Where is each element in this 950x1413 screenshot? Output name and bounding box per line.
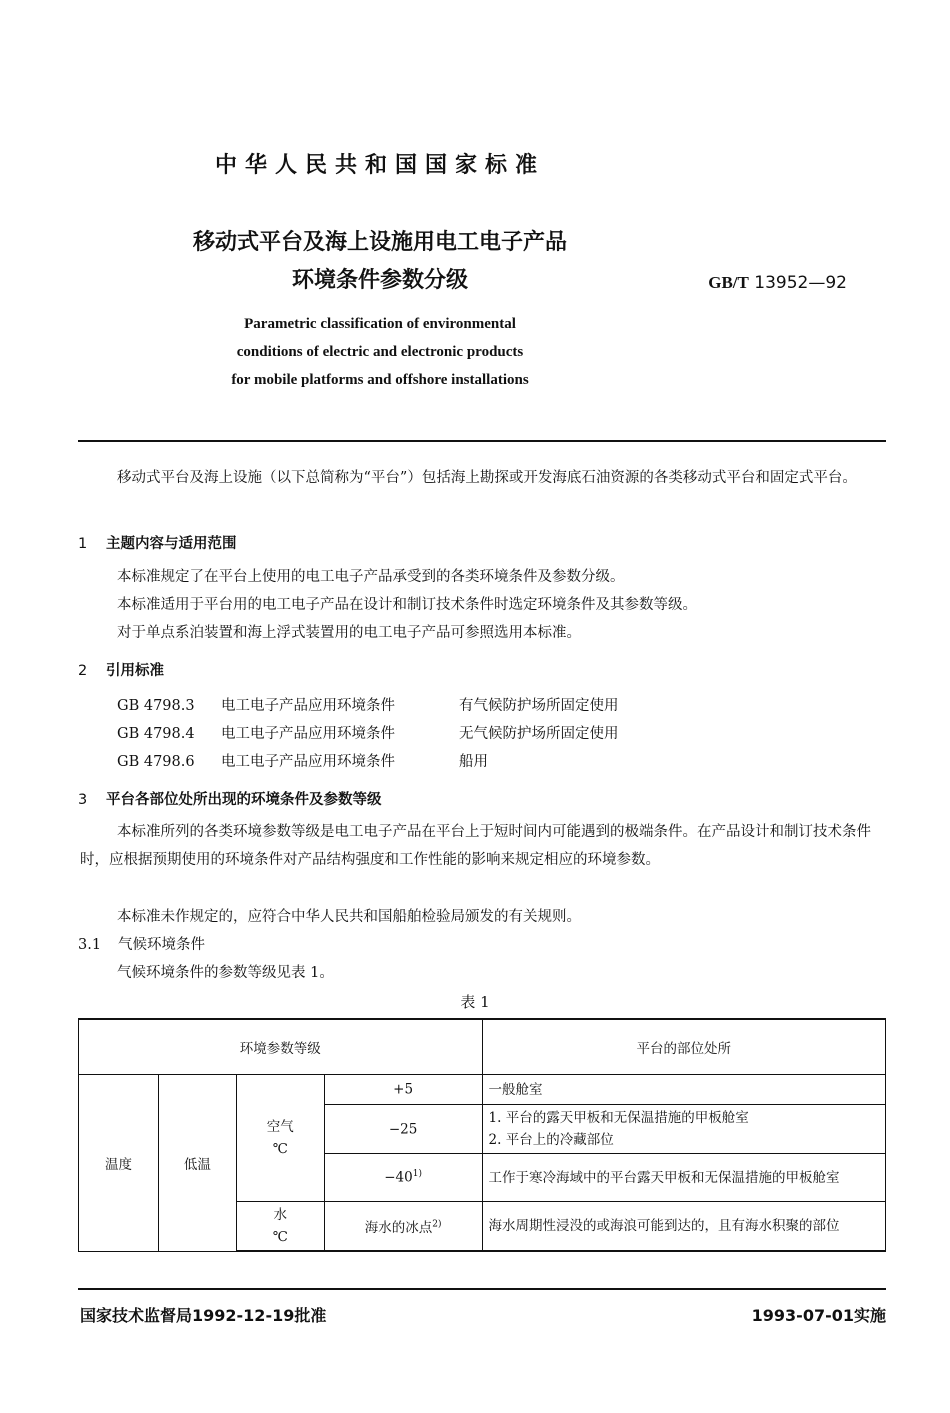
subsection-3-1-para: 气候环境条件的参数等级见表 1。: [117, 965, 334, 981]
reference-code: GB 4798.3: [117, 698, 195, 714]
value-text: +5: [393, 1081, 414, 1098]
location-line: 一般舱室: [488, 1081, 543, 1098]
reference-scope: 无气候防护场所固定使用: [459, 726, 619, 742]
standard-code-number: 13952—92: [754, 273, 847, 293]
section-1-heading: [78, 532, 237, 553]
location-line: 2. 平台上的冷藏部位: [488, 1132, 614, 1148]
table-row: [79, 1075, 886, 1105]
table-cell-low-temperature: 低温: [158, 1075, 236, 1252]
value-text: 海水的冰点: [364, 1220, 433, 1236]
reference-scope: 船用: [459, 754, 488, 770]
section-3-number: 3: [78, 792, 88, 808]
value-footnote: 2): [432, 1219, 442, 1230]
section-2-heading: [78, 659, 164, 680]
table-cell-location: [482, 1154, 885, 1202]
table-header-parameter-level: 环境参数等级: [79, 1019, 483, 1075]
table-1-caption: 表 1: [460, 993, 490, 1011]
location-line: 1. 平台的露天甲板和无保温措施的甲板舱室: [488, 1110, 749, 1126]
table-cell-location: [482, 1202, 885, 1252]
reference-name: 电工电子产品应用环境条件: [221, 726, 395, 742]
reference-row: [117, 722, 619, 743]
nation-standard-heading: 中华人民共和国国家标准: [214, 153, 545, 178]
standard-code: [708, 273, 847, 293]
table-cell-location: [482, 1105, 885, 1154]
section-1-para-2: 本标准适用于平台用的电工电子产品在设计和制订技术条件时选定环境条件及其参数等级。: [117, 597, 697, 613]
table-cell-value: [324, 1075, 482, 1105]
intro-paragraph: 移动式平台及海上设施（以下总简称为“平台”）包括海上勘探或开发海底石油资源的各类移动式平台和固定式平台。: [117, 470, 857, 486]
reference-code: GB 4798.4: [117, 726, 195, 742]
header-divider: [78, 440, 886, 442]
table-cell-value: [324, 1202, 482, 1252]
table-header-row: [79, 1019, 886, 1075]
subsection-3-1-heading: [78, 933, 205, 954]
reference-name: 电工电子产品应用环境条件: [221, 754, 395, 770]
section-3-para-1: 本标准所列的各类环境参数等级是电工电子产品在平台上于短时间内可能遇到的极端条件。在产品设计和制订技术条件时，应根据预期使用的环境条件对产品结构强度和工作性能的影响来规定相应的环境参数。: [80, 824, 871, 868]
section-2-title: 引用标准: [106, 663, 164, 679]
reference-code: GB 4798.6: [117, 754, 195, 770]
section-1-para-3: 对于单点系泊装置和海上浮式装置用的电工电子产品可参照选用本标准。: [117, 625, 581, 641]
table-1: [78, 1018, 886, 1252]
implementation-date: 1993-07-01实施: [751, 1306, 886, 1325]
section-3-title: 平台各部位处所出现的环境条件及参数等级: [106, 792, 382, 808]
document-title-line1: 移动式平台及海上设施用电工电子产品: [192, 230, 567, 255]
english-title-line2: conditions of electric and electronic products: [236, 344, 524, 360]
table-cell-air: [236, 1075, 324, 1202]
location-line: 海水周期性浸没的或海浪可能到达的，且有海水积聚的部位: [488, 1218, 840, 1234]
value-text: −40: [384, 1169, 413, 1186]
table-cell-location: [482, 1075, 885, 1105]
section-3-heading: [78, 788, 382, 809]
english-title-line1: Parametric classification of environmental: [244, 316, 516, 332]
document-title-line2: 环境条件参数分级: [291, 268, 468, 293]
reference-name: 电工电子产品应用环境条件: [221, 698, 395, 714]
standard-code-prefix: GB/T: [708, 273, 749, 292]
subsection-3-1-number: 3.1: [78, 937, 102, 953]
footer-divider: [78, 1288, 886, 1290]
table-header-platform-location: 平台的部位处所: [482, 1019, 885, 1075]
reference-row: [117, 750, 488, 771]
section-2-number: 2: [78, 663, 88, 679]
table-cell-water: [236, 1202, 324, 1252]
reference-scope: 有气候防护场所固定使用: [459, 698, 619, 714]
table-cell-value: [324, 1105, 482, 1154]
air-unit: ℃: [272, 1141, 288, 1157]
section-1-number: 1: [78, 536, 88, 552]
english-title-line3: for mobile platforms and offshore installations: [231, 372, 529, 388]
value-text: −25: [388, 1121, 418, 1138]
location-line: 工作于寒冷海域中的平台露天甲板和无保温措施的甲板舱室: [488, 1169, 840, 1186]
air-label: 空气: [266, 1119, 294, 1135]
reference-row: [117, 694, 619, 715]
water-unit: ℃: [272, 1229, 288, 1245]
table-cell-temperature: 温度: [79, 1075, 159, 1252]
value-footnote: 1): [412, 1169, 422, 1180]
water-label: 水: [273, 1207, 287, 1223]
section-1-title: 主题内容与适用范围: [106, 536, 237, 552]
table-cell-value: [324, 1154, 482, 1202]
section-1-para-1: 本标准规定了在平台上使用的电工电子产品承受到的各类环境条件及参数分级。: [117, 569, 625, 585]
subsection-3-1-title: 气候环境条件: [118, 937, 205, 953]
section-3-para-2: 本标准未作规定的，应符合中华人民共和国船舶检验局颁发的有关规则。: [117, 909, 581, 925]
approval-date: 国家技术监督局1992-12-19批准: [80, 1306, 327, 1325]
